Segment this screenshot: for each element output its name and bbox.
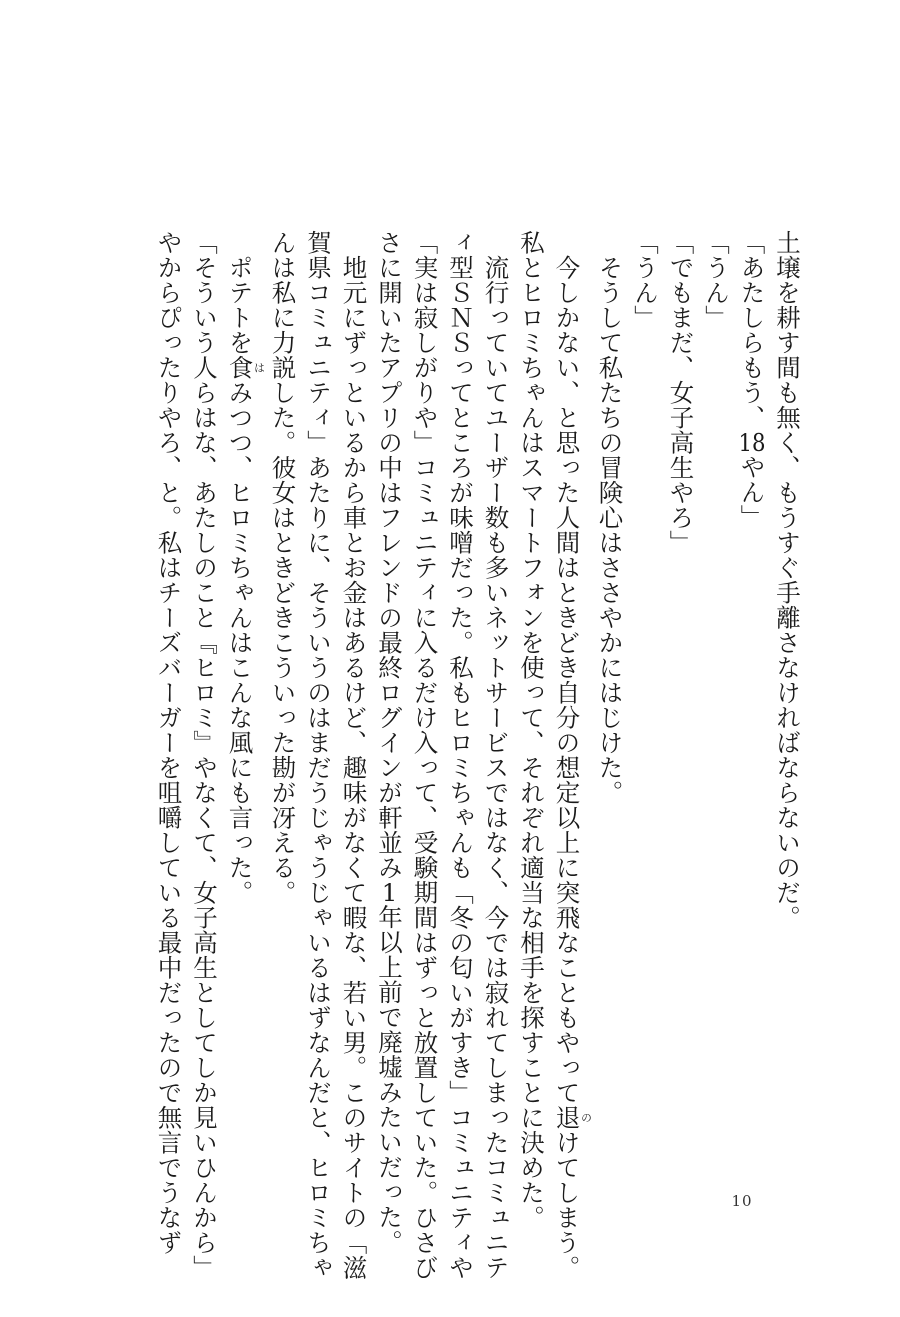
ruby-base: 食	[225, 355, 255, 380]
text-line	[478, 230, 514, 1280]
text-segment: さに開いたアプリの中はフレンドの最終ログインが軒並み	[375, 230, 404, 880]
ruby-annotation	[552, 1105, 593, 1130]
ruby-base: 退	[552, 1105, 582, 1130]
text-line	[222, 230, 265, 1150]
text-line: 「実は寂しがりや」コミュニティに入るだけ入って、受験期間はずっと放置していた。ひさび	[410, 230, 440, 1280]
text-line: 土壌を耕す間も無く、もうすぐ手離さなければならないのだ。	[773, 230, 802, 930]
text-segment: やん」	[737, 454, 767, 530]
ruby-text: の	[579, 1105, 593, 1130]
text-segment: ポテトを	[225, 255, 255, 355]
text-line: んは私に力説した。彼女はときどきこういった勘が冴える。	[268, 230, 298, 905]
text-line: 「うん」	[702, 230, 731, 330]
text-segment: 「あたしらもう、	[737, 230, 767, 430]
text-line: 私とヒロミちゃんはスマートフォンを使って、それぞれ適当な相手を探すことに決めた。	[517, 230, 546, 1230]
text-segment: そうして私たちの冒険心はささやかにはじけた。	[595, 255, 625, 805]
text-segment: 今しかない、と思った人間はときどき自分の想定以上に突飛なこともやって	[552, 255, 582, 1105]
text-segment: 地元にずっといるから車とお金はあるけど、趣味がなくて暇な、若い男。このサイトの「滋	[339, 255, 369, 1280]
tate-chu-yoko-number: 1	[381, 880, 398, 905]
page-number: 10	[731, 1192, 753, 1210]
ruby-text: は	[252, 355, 266, 380]
text-line	[549, 230, 593, 1280]
text-line: 「そういう人らはな、あたしのこと『ヒロミ』やなくて、女子高生としてしか見いひんから」	[190, 230, 219, 1280]
text-segment: 年以上前で廃墟みたいだった。	[375, 904, 404, 1255]
text-line: やからぴったりやろ、と。私はチーズバーガーを咀嚼している最中だったので無言でうなず	[154, 230, 184, 1255]
text-line	[592, 230, 628, 1150]
tate-chu-yoko-number: 18	[738, 430, 766, 455]
text-segment: けてしまう。	[552, 1130, 582, 1280]
text-line: 賀県コミュニティ」あたりに、そういうのはまだうじゃうじゃいるはずなんだと、ヒロミちゃ	[304, 230, 333, 1280]
text-line: 「でもまだ、女子高生やろ」	[666, 230, 696, 555]
text-line	[734, 230, 770, 1150]
text-line	[336, 230, 372, 1280]
text-line: 「うん」	[631, 230, 660, 330]
text-segment: みつつ、ヒロミちゃんはこんな風にも言った。	[225, 380, 255, 905]
text-line: ィ型ＳＮＳってところが味噌だった。私もヒロミちゃんも「冬の匂いがすき」コミュニティや	[446, 230, 475, 1280]
text-segment: 流行っていてユーザー数も多いネットサービスではなく、今では寂れてしまったコミュニテ	[481, 255, 511, 1280]
ruby-annotation	[225, 355, 266, 380]
text-line	[372, 230, 408, 1255]
